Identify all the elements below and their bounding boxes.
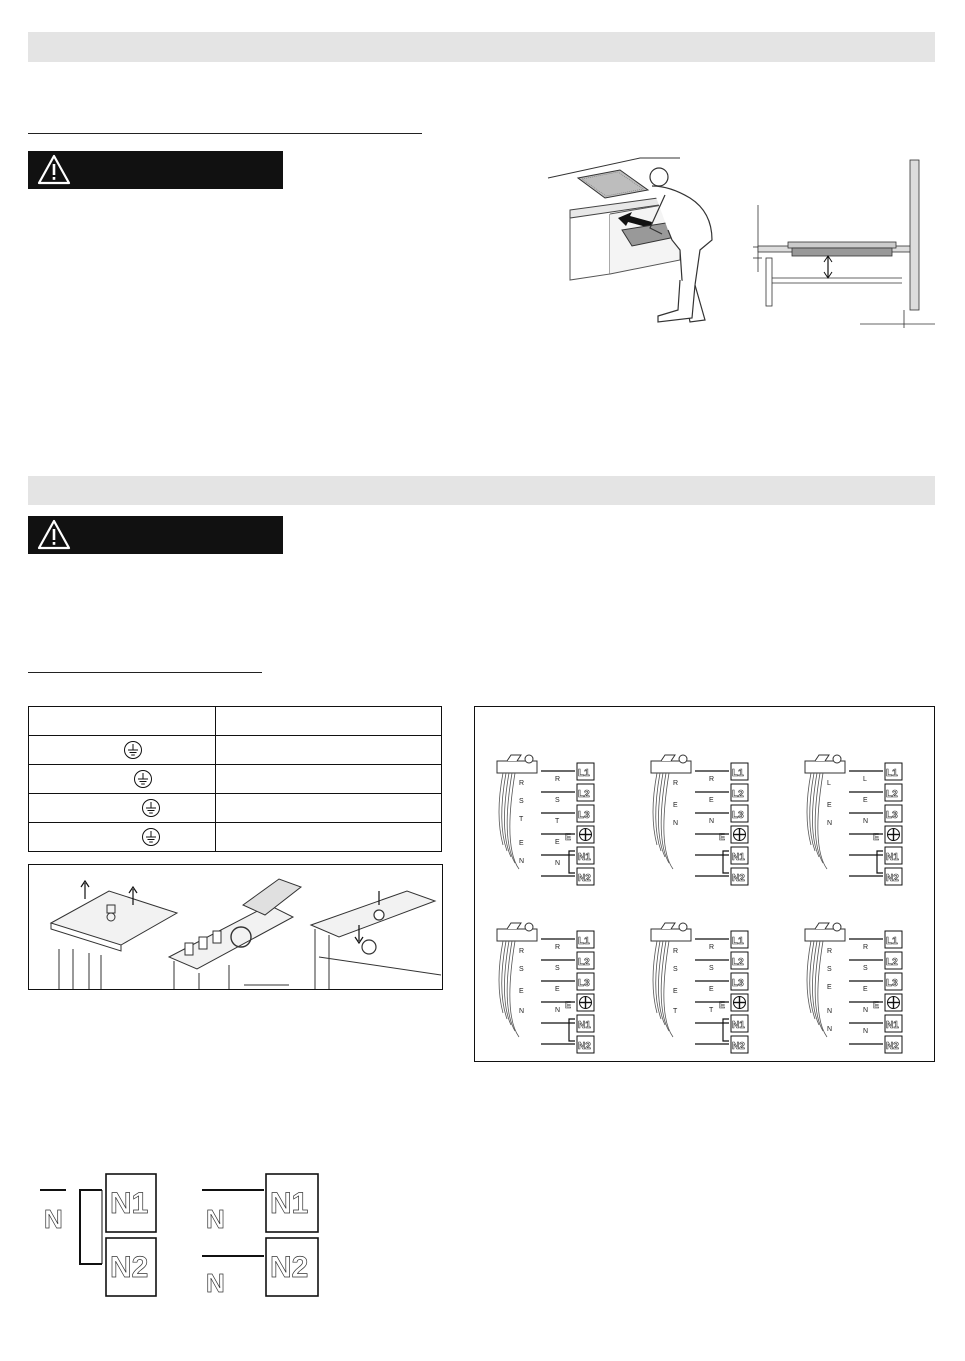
wire-label: R xyxy=(673,780,679,787)
terminal-label: N2 xyxy=(732,1041,745,1052)
terminal-side-label: N xyxy=(863,1028,869,1035)
wire-label: R xyxy=(827,948,833,955)
terminal-side-label: N xyxy=(555,1007,561,1014)
bridge-right-n2-label: N2 xyxy=(270,1251,309,1284)
wire-label: N xyxy=(519,858,525,865)
terminal-label: L1 xyxy=(886,936,898,947)
wire xyxy=(499,941,503,1013)
wire-label: N xyxy=(827,820,833,827)
terminal-label: L2 xyxy=(732,957,744,968)
terminal-side-label: N xyxy=(555,860,561,867)
terminal-label: L1 xyxy=(578,768,590,779)
bridge-link xyxy=(569,851,575,873)
terminal-label: N2 xyxy=(578,873,591,884)
terminal-label: L2 xyxy=(886,957,898,968)
terminal-label: N2 xyxy=(732,873,745,884)
terminal-side-label: E xyxy=(863,797,868,804)
warning-triangle-icon xyxy=(34,516,74,554)
terminal-label: L1 xyxy=(578,936,590,947)
terminal-side-label: S xyxy=(555,965,560,972)
neutral-bridge-diagram xyxy=(30,1168,330,1300)
wire-label: N xyxy=(827,1026,833,1033)
earth-ground-icon xyxy=(833,923,841,931)
terminal-label: N1 xyxy=(886,852,899,863)
terminal-label: N2 xyxy=(886,1041,899,1052)
connector-clip xyxy=(507,755,521,761)
wire-label: N xyxy=(519,1008,525,1015)
terminal-label: N1 xyxy=(732,1020,745,1031)
terminal-side-label: E xyxy=(709,986,714,993)
bridge-right-neutral-label: N xyxy=(206,1204,225,1234)
wire xyxy=(807,941,811,1013)
wire-label: E xyxy=(519,840,524,847)
warning-triangle-icon xyxy=(34,151,74,189)
wiring-config-6 xyxy=(805,923,902,1053)
table-row xyxy=(29,794,442,823)
terminal-side-label: E xyxy=(709,797,714,804)
wire xyxy=(807,773,811,845)
connector-clip xyxy=(815,755,829,761)
terminal-side-label: E xyxy=(555,986,560,993)
wire-label: L xyxy=(827,780,831,787)
table-row xyxy=(29,707,442,736)
section-header-band-1 xyxy=(28,32,935,62)
terminal-label: L3 xyxy=(732,978,744,989)
terminal-side-label: E xyxy=(863,986,868,993)
bridge-left-n2-label: N2 xyxy=(110,1251,149,1284)
terminal-side-label: R xyxy=(709,776,715,783)
terminal-side-label: E xyxy=(555,839,560,846)
bridge-link xyxy=(723,851,729,873)
terminal-label: E xyxy=(719,832,726,842)
warning-banner-1 xyxy=(28,151,283,189)
earth-ground-icon xyxy=(141,827,161,847)
terminal-label: L3 xyxy=(578,810,590,821)
section-header-band-2 xyxy=(28,476,935,505)
warning-banner-2 xyxy=(28,516,283,554)
terminal-label: L2 xyxy=(886,789,898,800)
wire-label: N xyxy=(827,1008,833,1015)
terminal-label: N1 xyxy=(578,1020,591,1031)
terminal-side-label: S xyxy=(863,965,868,972)
wire-label: R xyxy=(519,780,525,787)
terminal-label: L2 xyxy=(578,957,590,968)
bridge-left-neutral-label: N xyxy=(44,1204,63,1234)
table-row xyxy=(29,736,442,765)
terminal-label: N2 xyxy=(578,1041,591,1052)
terminal-side-label: R xyxy=(555,944,561,951)
terminal-label: N1 xyxy=(886,1020,899,1031)
terminal-label: L1 xyxy=(732,936,744,947)
wiring-config-2 xyxy=(651,755,748,885)
wire xyxy=(499,773,503,845)
terminal-label: L3 xyxy=(886,978,898,989)
connector-clip xyxy=(815,923,829,929)
terminal-label: L1 xyxy=(732,768,744,779)
terminal-label: N1 xyxy=(578,852,591,863)
wire-label: E xyxy=(673,988,678,995)
connector-clip xyxy=(661,923,675,929)
terminal-side-label: R xyxy=(709,944,715,951)
wire-label: E xyxy=(673,802,678,809)
wire-label: T xyxy=(519,816,524,823)
earth-ground-icon xyxy=(833,755,841,763)
terminal-label: N2 xyxy=(886,873,899,884)
installation-illustration xyxy=(540,150,940,335)
terminal-label: L2 xyxy=(578,789,590,800)
section-underline-1 xyxy=(28,133,422,134)
wire-label: R xyxy=(673,948,679,955)
wire-label: S xyxy=(519,798,524,805)
wire-label: R xyxy=(519,948,525,955)
terminal-label: E xyxy=(719,1000,726,1010)
bridge-link xyxy=(569,1019,575,1041)
wire-label: S xyxy=(827,966,832,973)
terminal-label: L2 xyxy=(732,789,744,800)
terminal-side-label: N xyxy=(709,818,715,825)
terminal-side-label: N xyxy=(863,1007,869,1014)
terminal-side-label: S xyxy=(709,965,714,972)
table-row xyxy=(29,823,442,852)
terminal-label: E xyxy=(565,832,572,842)
terminal-label: L3 xyxy=(886,810,898,821)
bridge-right-n1-label: N1 xyxy=(270,1187,309,1220)
wire-label: S xyxy=(519,966,524,973)
wiring-diagrams-panel xyxy=(474,706,935,1062)
earth-ground-icon xyxy=(133,769,153,789)
earth-ground-icon xyxy=(123,740,143,760)
wiring-config-1 xyxy=(497,755,594,885)
connector-clip xyxy=(507,923,521,929)
bridge-right-neutral-label-2: N xyxy=(206,1268,225,1298)
section-underline-2 xyxy=(28,672,262,673)
terminal-cover-illustration xyxy=(28,864,443,990)
table-row xyxy=(29,765,442,794)
terminal-side-label: N xyxy=(863,818,869,825)
terminal-side-label: L xyxy=(863,776,867,783)
terminal-label: L1 xyxy=(886,768,898,779)
earth-ground-icon xyxy=(525,755,533,763)
wire-label: E xyxy=(827,802,832,809)
terminal-side-label: R xyxy=(863,944,869,951)
wiring-config-4 xyxy=(497,923,594,1053)
wire-label: E xyxy=(519,988,524,995)
terminal-label: E xyxy=(565,1000,572,1010)
bridge-left-n1-label: N1 xyxy=(110,1187,149,1220)
terminal-side-label: S xyxy=(555,797,560,804)
wiring-config-3 xyxy=(805,755,902,885)
terminal-side-label: T xyxy=(555,818,560,825)
cable-table xyxy=(28,706,442,852)
bridge-link xyxy=(723,1019,729,1041)
terminal-label: L3 xyxy=(578,978,590,989)
bridge-link xyxy=(877,851,883,873)
earth-ground-icon xyxy=(525,923,533,931)
wire-label: N xyxy=(673,820,679,827)
wire-label: S xyxy=(673,966,678,973)
earth-ground-icon xyxy=(141,798,161,818)
wire-label: E xyxy=(827,984,832,991)
wire-label: T xyxy=(673,1008,678,1015)
terminal-label: L3 xyxy=(732,810,744,821)
wire xyxy=(653,773,657,845)
terminal-label: E xyxy=(873,832,880,842)
terminal-label: E xyxy=(873,1000,880,1010)
terminal-side-label: T xyxy=(709,1007,714,1014)
wire xyxy=(653,941,657,1013)
wiring-config-5 xyxy=(651,923,748,1053)
earth-ground-icon xyxy=(679,923,687,931)
terminal-side-label: R xyxy=(555,776,561,783)
terminal-label: N1 xyxy=(732,852,745,863)
connector-clip xyxy=(661,755,675,761)
earth-ground-icon xyxy=(679,755,687,763)
